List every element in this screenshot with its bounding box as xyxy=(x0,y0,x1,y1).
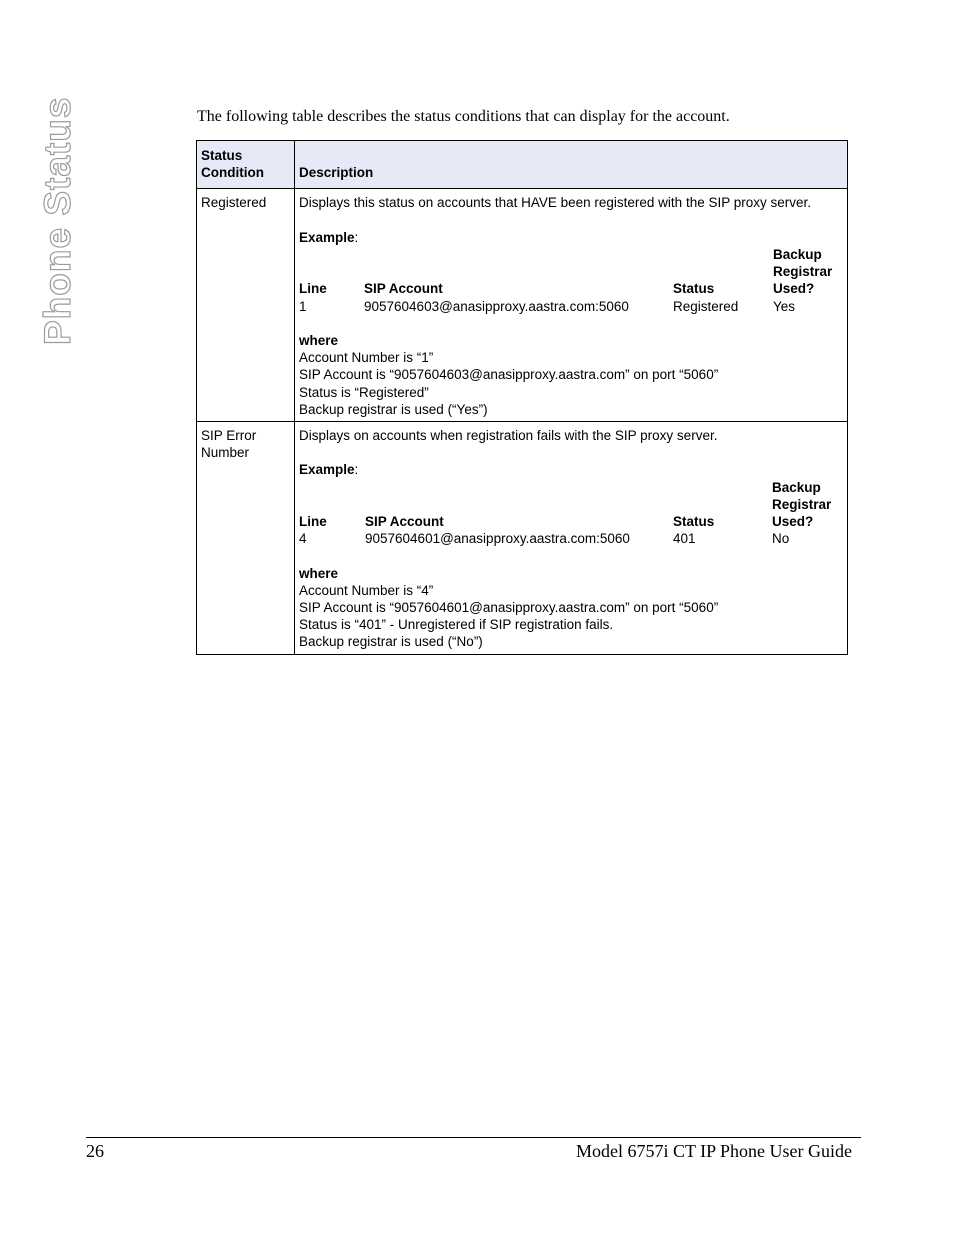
where-line: Account Number is “1” xyxy=(299,350,434,366)
where-line: Backup registrar is used (“Yes”) xyxy=(299,401,488,417)
table-row xyxy=(197,422,848,655)
where-line: Backup registrar is used (“No”) xyxy=(299,634,483,650)
example-header-status: Status xyxy=(673,514,715,530)
where-line: Status is “Registered” xyxy=(299,384,429,400)
example-table xyxy=(299,246,843,315)
example-header-backup: Backup Registrar Used? xyxy=(773,247,833,297)
description-cell xyxy=(295,189,848,422)
example-header-line: Line xyxy=(299,514,327,530)
example-value-status: 401 xyxy=(673,531,696,547)
header-description: Description xyxy=(295,141,848,189)
page-number: 26 xyxy=(86,1141,104,1161)
description-text: Displays on accounts when registration fails with the SIP proxy server. xyxy=(299,428,718,444)
example-table xyxy=(299,479,843,548)
description-cell xyxy=(295,422,848,655)
example-header-sip-account: SIP Account xyxy=(364,281,443,297)
example-header-line: Line xyxy=(299,281,327,297)
example-header-status: Status xyxy=(673,281,715,297)
example-value-line: 1 xyxy=(299,298,307,314)
example-header-sip-account: SIP Account xyxy=(365,514,444,530)
example-header-backup: Backup Registrar Used? xyxy=(772,479,832,530)
status-condition-cell: SIP Error Number xyxy=(197,422,295,655)
example-heading: Example: xyxy=(299,229,359,245)
table-row xyxy=(197,189,848,422)
status-condition-cell: Registered xyxy=(197,189,295,422)
where-label: where xyxy=(299,333,339,348)
example-heading: Example: xyxy=(299,462,359,478)
footer-divider xyxy=(86,1137,861,1138)
where-line: SIP Account is “9057604603@anasipproxy.aastra.com” on port “5060” xyxy=(299,367,719,383)
status-conditions-table xyxy=(196,140,848,655)
side-section-title: Phone Status xyxy=(37,96,78,345)
header-status-condition: Status Condition xyxy=(197,141,295,189)
example-value-backup: Yes xyxy=(773,298,796,314)
where-line: Status is “401” - Unregistered if SIP registration fails. xyxy=(299,617,614,633)
guide-title: Model 6757i CT IP Phone User Guide xyxy=(576,1141,852,1161)
where-label: where xyxy=(299,565,339,581)
example-value-status: Registered xyxy=(673,298,739,314)
table-header-row xyxy=(197,141,848,189)
example-value-sip-account: 9057604601@anasipproxy.aastra.com:5060 xyxy=(365,531,630,547)
example-value-backup: No xyxy=(772,531,790,547)
example-value-sip-account: 9057604603@anasipproxy.aastra.com:5060 xyxy=(364,298,629,314)
where-line: SIP Account is “9057604601@anasipproxy.aastra.com” on port “5060” xyxy=(299,600,719,616)
where-line: Account Number is “4” xyxy=(299,582,434,598)
description-text: Displays this status on accounts that HAVE been registered with the SIP proxy server. xyxy=(299,195,812,211)
example-value-line: 4 xyxy=(299,531,307,547)
intro-paragraph: The following table describes the status conditions that can display for the account. xyxy=(197,108,730,125)
